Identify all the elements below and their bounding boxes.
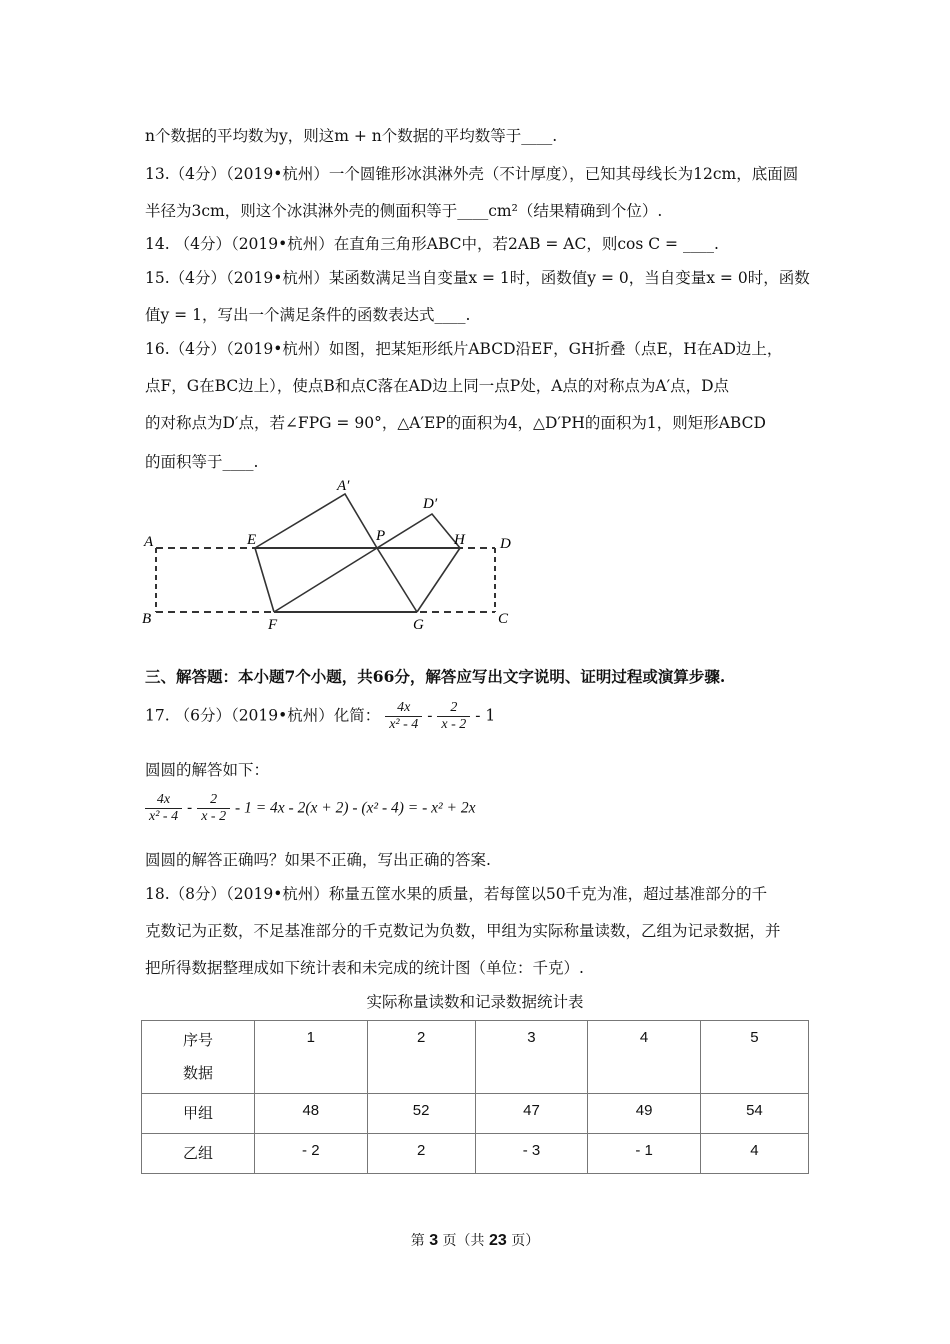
- table-cell: - 3: [475, 1134, 588, 1174]
- table-cell: 54: [700, 1094, 808, 1134]
- label-b: B: [142, 611, 152, 627]
- triangle-d1-ph: [377, 514, 460, 548]
- table-cell: 2: [367, 1134, 475, 1174]
- fraction-4x-over-x2-4: $\frac{4x}{\text{x² - 4}}$: [145, 792, 182, 825]
- table-row: [142, 1134, 809, 1174]
- question-18-line-3: 把所得数据整理成如下统计表和未完成的统计图（单位：千克）.: [145, 959, 584, 977]
- label-a-prime: A′: [337, 478, 350, 494]
- table-header-cell: 3: [475, 1021, 588, 1094]
- question-18-line-1: 18.（8分）（2019•杭州）称量五筐水果的质量，若每筐以50千克为准，超过基准部分的千: [145, 885, 768, 903]
- solution-intro: 圆圆的解答如下：: [145, 761, 270, 779]
- question-13-line-2: 半径为3cm，则这个冰淇淋外壳的侧面积等于____cm²（结果精确到个位）.: [145, 202, 663, 220]
- table-cell: 49: [588, 1094, 701, 1134]
- table-row: [142, 1094, 809, 1134]
- question-16-line-4: 的面积等于____.: [145, 453, 259, 471]
- label-e: E: [247, 532, 257, 548]
- label-p: P: [376, 528, 386, 544]
- fold-line-gh: [417, 548, 460, 612]
- question-17-prefix: 17. （6分）（2019•杭州）化简：: [145, 706, 381, 725]
- table-header-cell: 4: [588, 1021, 701, 1094]
- table-header-cell: 2: [367, 1021, 475, 1094]
- label-h: H: [454, 532, 465, 548]
- text-line: n个数据的平均数为y，则这m + n个数据的平均数等于____.: [145, 127, 558, 145]
- table-header-cell: 5: [700, 1021, 808, 1094]
- table-header-label: 序号 数据: [142, 1021, 255, 1094]
- fraction-2-over-x-2: $\frac{2}{x - 2}$: [437, 700, 470, 733]
- table-cell: - 2: [255, 1134, 368, 1174]
- label-c: C: [498, 611, 509, 627]
- label-d-prime: D′: [423, 496, 438, 512]
- table-cell: 47: [475, 1094, 588, 1134]
- fraction-4x-over-x2-4: $\frac{4x}{\text{x² - 4}}$: [385, 700, 422, 733]
- fold-line-ef: [255, 548, 274, 612]
- question-15-line-2: 值y = 1，写出一个满足条件的函数表达式____.: [145, 306, 471, 324]
- question-17-ask: 圆圆的解答正确吗？如果不正确，写出正确的答案.: [145, 851, 491, 869]
- page-footer: 第 3 页（共 23 页）: [410, 1232, 540, 1249]
- table-header-cell: 1: [255, 1021, 368, 1094]
- table-row-label: 甲组: [142, 1094, 255, 1134]
- data-table: [141, 1020, 809, 1174]
- table-cell: 52: [367, 1094, 475, 1134]
- label-a: A: [144, 534, 154, 550]
- question-13-line-1: 13.（4分）（2019•杭州）一个圆锥形冰淇淋外壳（不计厚度），已知其母线长为12cm，底面圆: [145, 165, 799, 183]
- table-cell: 4: [700, 1134, 808, 1174]
- question-14: 14. （4分）（2019•杭州）在直角三角形ABC中，若2AB = AC，则cos C = ____.: [145, 235, 719, 253]
- table-cell: - 1: [588, 1134, 701, 1174]
- solution-equation: $\frac{4x}{\text{x² - 4}}$ - $\frac{2}{x - 2}$ - 1 = 4x - 2(x + 2) - (x² - 4) = - x² + 2x: [145, 792, 476, 825]
- segment-pg: [377, 548, 417, 612]
- question-17: 17. （6分）（2019•杭州）化简： $\frac{4x}{\text{x² - 4}}$ - $\frac{2}{x - 2}$ - 1: [145, 700, 496, 732]
- question-16-line-3: 的对称点为D′点，若∠FPG = 90°，△A′EP的面积为4，△D′PH的面积为1，则矩形ABCD: [145, 414, 766, 432]
- question-18-line-2: 克数记为正数，不足基准部分的千克数记为负数，甲组为实际称量读数，乙组为记录数据，并: [145, 922, 781, 940]
- label-d: D: [500, 536, 511, 552]
- table-cell: 48: [255, 1094, 368, 1134]
- label-g: G: [413, 617, 424, 633]
- geometry-figure: [140, 476, 520, 636]
- page-total: 23: [489, 1232, 507, 1249]
- question-16-line-2: 点F，G在BC边上），使点B和点C落在AD边上同一点P处，A点的对称点为A′点，D点: [145, 377, 730, 395]
- table-caption: 实际称量读数和记录数据统计表: [366, 993, 584, 1011]
- table-row-label: 乙组: [142, 1134, 255, 1174]
- label-f: F: [268, 617, 278, 633]
- triangle-a1-ep: [255, 494, 377, 548]
- question-15-line-1: 15.（4分）（2019•杭州）某函数满足当自变量x = 1时，函数值y = 0，当自变量x = 0时，函数: [145, 269, 810, 287]
- page-number: 3: [429, 1232, 439, 1249]
- segment-fp: [274, 548, 377, 612]
- section-3-heading: 三、解答题：本小题7个小题，共66分，解答应写出文字说明、证明过程或演算步骤.: [145, 667, 726, 686]
- question-16-line-1: 16.（4分）（2019•杭州）如图，把某矩形纸片ABCD沿EF，GH折叠（点E，H在AD边上，: [145, 340, 783, 358]
- fraction-2-over-x-2: $\frac{2}{x - 2}$: [197, 792, 230, 825]
- table-header-row: [142, 1021, 809, 1094]
